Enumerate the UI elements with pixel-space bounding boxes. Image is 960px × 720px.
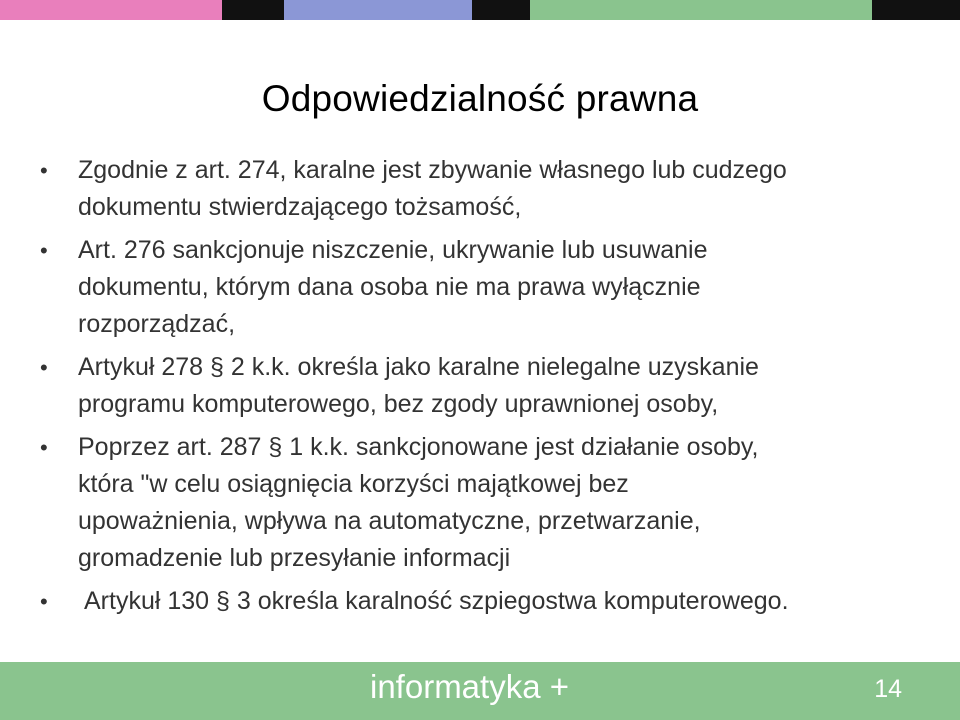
bullet-icon: • [40,435,48,460]
bullet-text-line: Art. 276 sankcjonuje niszczenie, ukrywanie lub usuwanie [78,236,708,264]
bullet-text-line: która "w celu osiągnięcia korzyści majątkowej bez [78,470,629,498]
bullet-text-line: dokumentu stwierdzającego tożsamość, [78,193,522,221]
bullet-text-line: upoważnienia, wpływa na automatyczne, przetwarzanie, [78,507,701,535]
bullet-text-line: Poprzez art. 287 § 1 k.k. sankcjonowane jest działanie osoby, [78,433,759,461]
bullet-text-line: Artykuł 130 § 3 określa karalność szpiegostwa komputerowego. [84,587,789,615]
top-bar-segment-green [530,0,872,20]
slide-title: Odpowiedzialność prawna [261,78,699,119]
top-bar-segment-pink [0,0,222,20]
bullet-icon: • [40,238,48,263]
bullet-text-line: Zgodnie z art. 274, karalne jest zbywanie własnego lub cudzego [78,156,787,184]
bullet-text-line: programu komputerowego, bez zgody uprawnionej osoby, [78,390,719,418]
top-bar-segment-black [872,0,960,20]
bullet-text-line: gromadzenie lub przesyłanie informacji [78,544,511,572]
footer-bar [0,662,960,720]
bullet-item [40,429,920,577]
page-number: 14 [874,675,902,703]
top-bar-segment-blue [284,0,472,20]
footer-brand: informatyka + [370,668,569,705]
bullet-text-line: Artykuł 278 § 2 k.k. określa jako karalne nielegalne uzyskanie [78,353,759,381]
bullet-icon: • [40,355,48,380]
bullet-icon: • [40,158,48,183]
bullet-item [40,152,920,226]
bullet-icon: • [40,589,48,614]
bullet-text-line: dokumentu, którym dana osoba nie ma prawa wyłącznie [78,273,701,301]
bullet-list [40,152,920,626]
bullet-item [40,583,920,620]
top-color-bar [0,0,960,20]
bullet-item [40,349,920,423]
top-bar-segment-black [222,0,284,20]
bullet-text-line: rozporządzać, [78,310,236,338]
bullet-item [40,232,920,343]
top-bar-segment-black [472,0,530,20]
